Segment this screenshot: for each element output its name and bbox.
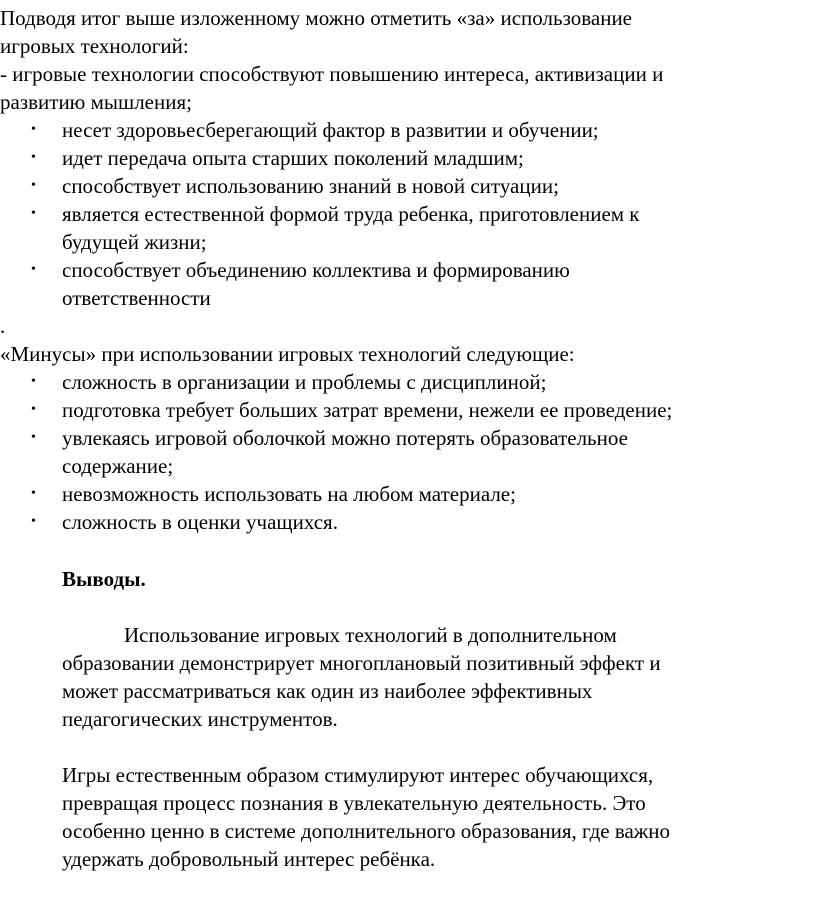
- paragraph-line: особенно ценно в системе дополнительного образования, где важно: [62, 819, 671, 843]
- cons-list: [0, 368, 672, 536]
- intro-line-1: Подводя итог выше изложенному можно отметить «за» использование: [0, 6, 632, 30]
- list-item-text-cont: ответственности: [62, 286, 211, 310]
- bullet-icon: •: [31, 486, 36, 501]
- bullet-icon: •: [31, 262, 36, 277]
- list-item-text: несет здоровьесберегающий фактор в развитии и обучении;: [62, 118, 599, 142]
- conclusions-heading: Выводы.: [62, 567, 146, 591]
- list-item-text: подготовка требует больших затрат времени, нежели ее проведение;: [62, 398, 673, 422]
- list-item-text: является естественной формой труда ребенка, приготовлением к: [62, 202, 640, 226]
- conclusions-paragraph-2: [62, 761, 670, 873]
- bullet-icon: •: [31, 374, 36, 389]
- list-item-text: невозможность использовать на любом материале;: [62, 482, 516, 506]
- separator: .: [0, 314, 6, 338]
- list-item-text: идет передача опыта старших поколений младшим;: [62, 146, 524, 170]
- list-item-text-cont: содержание;: [62, 454, 174, 478]
- conclusions-paragraph-1: [62, 621, 661, 733]
- paragraph-line: Использование игровых технологий в дополнительном: [124, 623, 617, 647]
- list-item-text: сложность в организации и проблемы с дисциплиной;: [62, 370, 547, 394]
- pros-list: [0, 116, 640, 312]
- intro-line-2: игровых технологий:: [0, 34, 189, 58]
- bullet-icon: •: [31, 178, 36, 193]
- paragraph-line: превращая процесс познания в увлекательную деятельность. Это: [62, 791, 646, 815]
- list-item-text: способствует объединению коллектива и формированию: [62, 258, 570, 282]
- list-item: [0, 256, 640, 312]
- list-item: [0, 200, 640, 256]
- bullet-icon: •: [31, 150, 36, 165]
- list-item: [0, 144, 640, 172]
- paragraph-line: может рассматриваться как один из наиболее эффективных: [62, 679, 593, 703]
- intro-line-4: развитию мышления;: [0, 90, 192, 114]
- list-item-text-cont: будущей жизни;: [62, 230, 207, 254]
- bullet-icon: •: [31, 122, 36, 137]
- list-item: [0, 368, 672, 396]
- bullet-icon: •: [31, 402, 36, 417]
- list-item: [0, 396, 672, 424]
- bullet-icon: •: [31, 206, 36, 221]
- bullet-icon: •: [31, 514, 36, 529]
- list-item: [0, 172, 640, 200]
- paragraph-line: удержать добровольный интерес ребёнка.: [62, 847, 436, 871]
- cons-intro: «Минусы» при использовании игровых технологий следующие:: [0, 342, 575, 366]
- list-item-text: сложность в оценки учащихся.: [62, 510, 338, 534]
- list-item: [0, 480, 672, 508]
- paragraph-line: Игры естественным образом стимулируют интерес обучающихся,: [62, 763, 654, 787]
- list-item-text: увлекаясь игровой оболочкой можно потерять образовательное: [62, 426, 628, 450]
- paragraph-line: образовании демонстрирует многоплановый позитивный эффект и: [62, 651, 661, 675]
- bullet-icon: •: [31, 430, 36, 445]
- paragraph-line: педагогических инструментов.: [62, 707, 338, 731]
- list-item: [0, 508, 672, 536]
- list-item-text: способствует использованию знаний в новой ситуации;: [62, 174, 559, 198]
- intro-line-3: - игровые технологии способствуют повышению интереса, активизации и: [0, 62, 664, 86]
- list-item: [0, 116, 640, 144]
- list-item: [0, 424, 672, 480]
